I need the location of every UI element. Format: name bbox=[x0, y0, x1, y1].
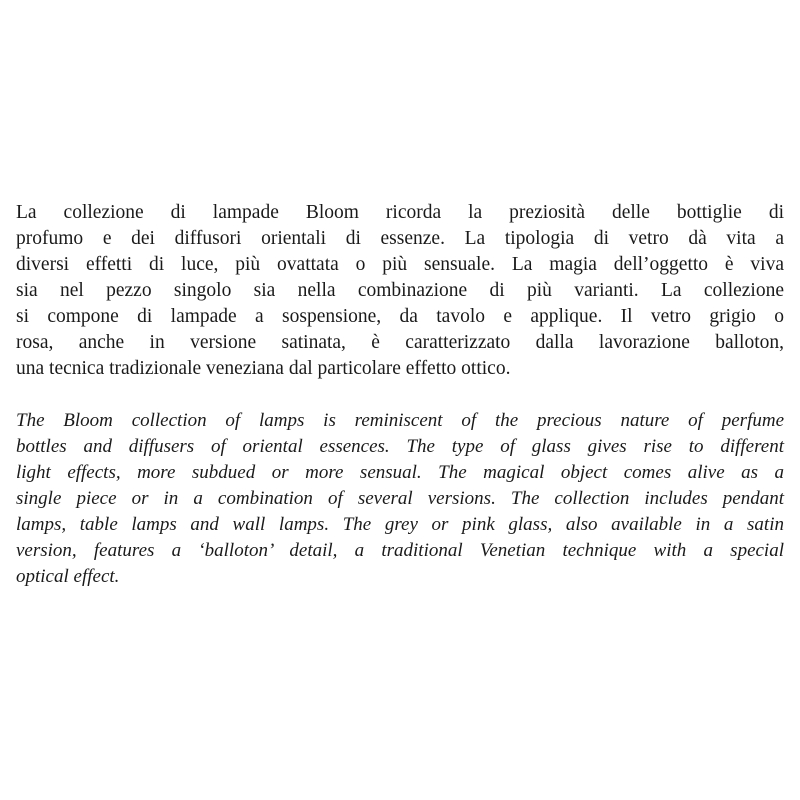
italian-line-1: La collezione di lampade Bloom ricorda la preziosità delle bottiglie di bbox=[16, 202, 784, 223]
english-line-2: bottles and diffusers of oriental essences. The type of glass gives rise to different bbox=[16, 436, 784, 457]
english-line-3: light effects, more subdued or more sensual. The magical object comes alive as a bbox=[16, 462, 784, 483]
italian-line-4: sia nel pezzo singolo sia nella combinazione di più varianti. La collezione bbox=[16, 280, 784, 301]
english-line-6: version, features a ‘balloton’ detail, a traditional Venetian technique with a special bbox=[16, 540, 784, 561]
english-line-5: lamps, table lamps and wall lamps. The grey or pink glass, also available in a satin bbox=[16, 514, 784, 535]
english-line-4: single piece or in a combination of several versions. The collection includes pendant bbox=[16, 488, 784, 509]
italian-line-2: profumo e dei diffusori orientali di essenze. La tipologia di vetro dà vita a bbox=[16, 228, 784, 249]
italian-line-3: diversi effetti di luce, più ovattata o più sensuale. La magia dell’oggetto è viva bbox=[16, 254, 784, 275]
italian-line-5: si compone di lampade a sospensione, da tavolo e applique. Il vetro grigio o bbox=[16, 306, 784, 327]
italian-paragraph bbox=[16, 200, 784, 382]
english-paragraph bbox=[16, 408, 784, 590]
english-line-7: optical effect. bbox=[16, 566, 120, 587]
italian-line-7: una tecnica tradizionale veneziana dal particolare effetto ottico. bbox=[16, 358, 511, 379]
english-line-1: The Bloom collection of lamps is reminiscent of the precious nature of perfume bbox=[16, 410, 784, 431]
italian-line-6: rosa, anche in versione satinata, è caratterizzato dalla lavorazione balloton, bbox=[16, 332, 784, 353]
